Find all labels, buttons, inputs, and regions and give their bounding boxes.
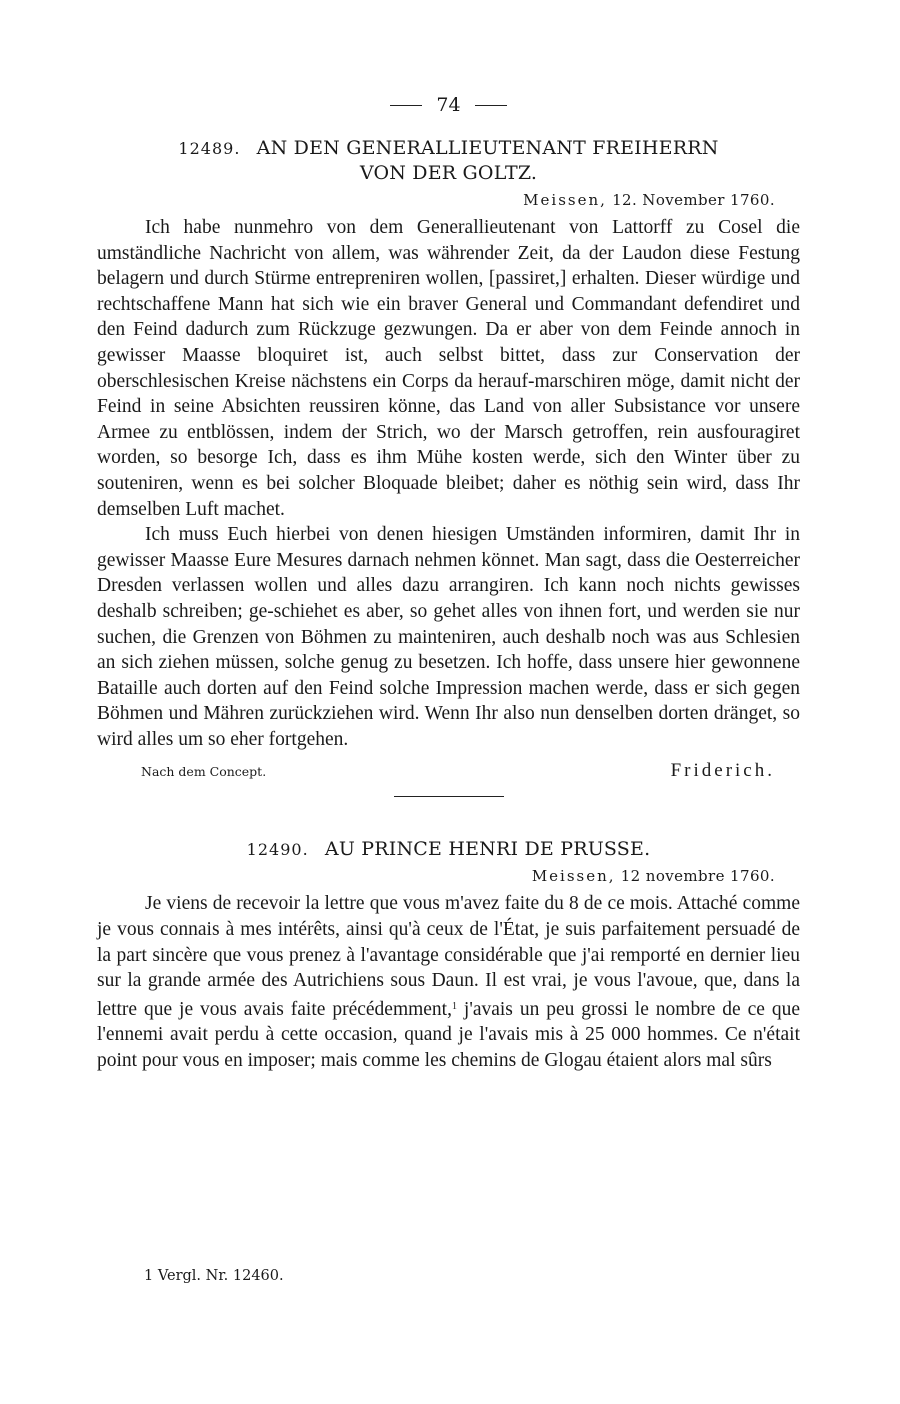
letter2-paragraph	[97, 891, 800, 1073]
page	[97, 88, 800, 1074]
page-number: 74	[436, 94, 461, 116]
letter1-number: 12489.	[178, 139, 241, 158]
footnote-reference[interactable]: 1	[451, 1000, 457, 1012]
letter1-closing	[97, 760, 800, 782]
letter2-heading-text: AU PRINCE HENRI DE PRUSSE.	[324, 838, 651, 861]
header-dash-left	[390, 105, 422, 106]
letter1-heading	[97, 136, 800, 186]
letter1-date: 12. November 1760.	[612, 191, 775, 209]
letter1-place: Meissen,	[523, 191, 607, 209]
header-dash-right	[475, 105, 507, 106]
letter2-place: Meissen,	[531, 867, 616, 886]
footnote-mark: 1	[144, 1268, 154, 1284]
letter1-heading-line1: AN DEN GENERALLIEUTENANT FREIHERRN	[256, 137, 719, 159]
letter2-text-before-note: Je viens de recevoir la lettre que vous m'avez faite du 8 de ce mois. Attaché comme je vous connais à mes intérêts, ainsi qu'à ceux de l'État, je suis parfaitement persuadé de la part sincère que vous prenez à l'avantage considérable que j'ai remporté en dernier lieu sur la grande armée des Autrichiens sous Daun. Il est vrai, je vous l'avoue, que, dans la lettre que je vous avais faite précédemment,	[97, 893, 800, 1020]
letter1-dateline	[97, 189, 775, 211]
letter-separator	[394, 796, 504, 797]
letter2-date: 12 novembre 1760.	[620, 867, 775, 886]
letter1-paragraph-1: Ich habe nunmehro von dem Generallieutenant von Lattorff zu Cosel die umständliche Nachricht von allem, was währender Zeit, da der Laudon diese Festung belagern und durch Stürme entrepreniren wollen, [passiret,] erhalten. Dieser würdige und rechtschaffene Mann hat sich wie ein braver General und Commandant defendiret und den Feind dadurch zum Rückzuge gezwungen. Da er aber von dem Feinde annoch in gewisser Maasse bloquiret ist, auch selbst bittet, dass zur Conservation der oberschlesischen Kreise nächstens ein Corps da herauf-marschiren möge, damit nicht der Feind in seine Absichten reussiren könne, das Land von aller Subsistance vor unsere Armee zu entblössen, indem der Strich, wo der Marsch getroffen, rein ausfouragiret worden, so besorge Ich, dass es ihm Mühe kosten werde, sich den Winter über zu souteniren, wenn es bei solcher Bloquade bleibet; daher es nöthig sein wird, dass Ihr demselben Luft machet.	[97, 217, 800, 520]
page-header	[97, 88, 800, 122]
letter1-signature: Friderich.	[670, 760, 775, 782]
letter2-text-after-note: j'avais un peu grossi le nombre de ce que l'ennemi avait perdu à cette occasion, quand je l'avais mis à 25 000 hommes. Ce n'était point pour vous en imposer; mais comme les chemins de Glogau étaient alors mal sûrs	[97, 998, 800, 1072]
letter2-number: 12490.	[246, 840, 309, 860]
letter1-paragraph-2: Ich muss Euch hierbei von denen hiesigen Umständen informiren, damit Ihr in gewisser Maasse Eure Mesures darnach nehmen könnet. Man sagt, dass die Oesterreicher Dresden verlassen wollen und alles dazu arrangiren. Ich kann noch nichts gewisses deshalb schreiben; ge-schiehet es aber, so gehet alles von ihnen fort, und werden sie nur suchen, die Grenzen von Böhmen zu mainteniren, auch deshalb noch was aus Schlesien an sich ziehen müssen, solche genug zu besetzen. Ich hoffe, dass unsere hier gewonnene Bataille auch dorten auf den Feind solche Impression machen werde, dass er sich gegen Böhmen und Mähren zurückziehen wird. Wenn Ihr also nun denselben dorten dränget, so wird alles um so eher fortgehen.	[97, 524, 800, 750]
letter1-heading-line2: VON DER GOLTZ.	[359, 162, 538, 184]
footnote	[144, 1268, 284, 1284]
letter2-dateline	[97, 865, 775, 887]
letter1-source-note: Nach dem Concept.	[141, 764, 267, 780]
footnote-text: Vergl. Nr. 12460.	[157, 1268, 284, 1284]
letter2-heading	[97, 837, 800, 862]
